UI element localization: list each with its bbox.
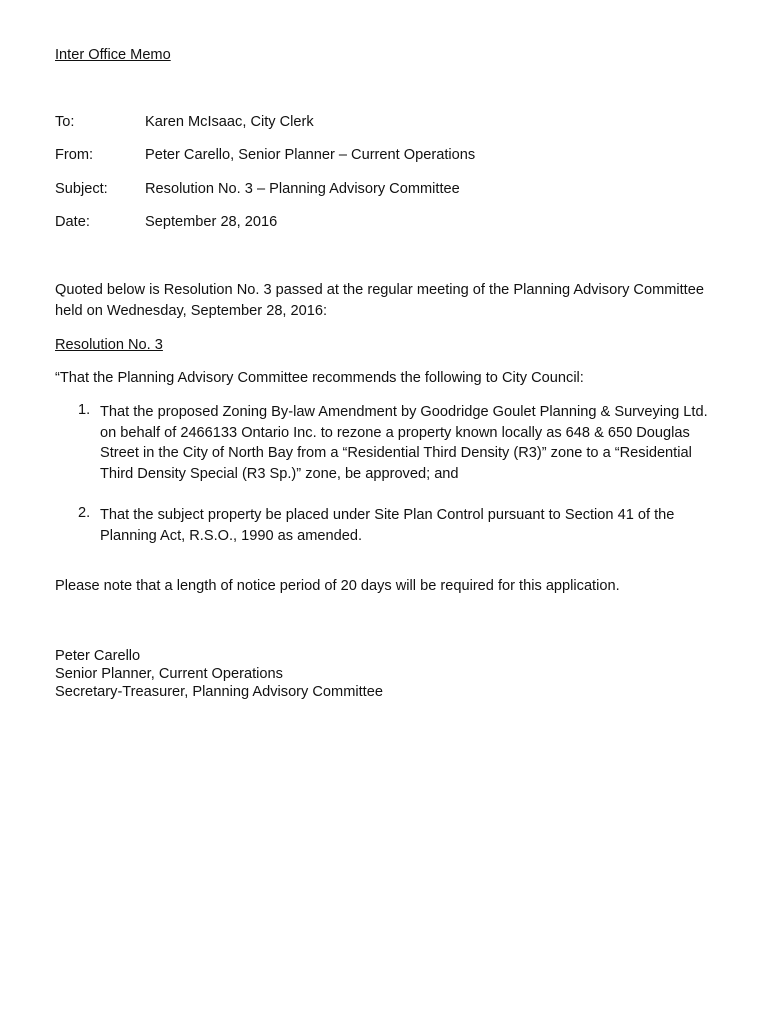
signature-title-1: Senior Planner, Current Operations bbox=[55, 666, 283, 682]
memo-from-row bbox=[55, 147, 735, 167]
memo-to-row bbox=[55, 114, 735, 134]
resolution-lead: “That the Planning Advisory Committee recommends the following to City Council: bbox=[55, 370, 584, 386]
resolution-heading: Resolution No. 3 bbox=[55, 337, 163, 353]
item-text: That the proposed Zoning By-law Amendment by Goodridge Goulet Planning & Surveying Ltd. on behalf of 2466133 Ontario Inc. to rezone a property known locally as 648 & 650 Douglas Street in the City of North Bay from a “Residential Third Density (R3)” zone to a “Residential Third Density Special (R3 Sp.)” zone, be approved; and bbox=[100, 404, 708, 482]
intro-paragraph: Quoted below is Resolution No. 3 passed at the regular meeting of the Planning Advisory Committee held on Wednesday, September 28, 2016: bbox=[55, 282, 704, 319]
memo-subject-row bbox=[55, 181, 735, 201]
date-label: Date: bbox=[55, 214, 90, 230]
to-label: To: bbox=[55, 114, 75, 130]
to-value: Karen McIsaac, City Clerk bbox=[145, 114, 314, 130]
memo-title: Inter Office Memo bbox=[55, 47, 171, 63]
subject-label: Subject: bbox=[55, 181, 108, 197]
item-number: 1. bbox=[78, 402, 91, 418]
notice-paragraph: Please note that a length of notice period of 20 days will be required for this application. bbox=[55, 578, 620, 594]
signature-block bbox=[55, 647, 383, 701]
item-text: That the subject property be placed under Site Plan Control pursuant to Section 41 of the Planning Act, R.S.O., 1990 as amended. bbox=[100, 507, 675, 544]
subject-value: Resolution No. 3 – Planning Advisory Committee bbox=[145, 181, 460, 197]
from-label: From: bbox=[55, 147, 94, 163]
date-value: September 28, 2016 bbox=[145, 214, 278, 230]
from-value: Peter Carello, Senior Planner – Current Operations bbox=[145, 147, 476, 163]
item-number: 2. bbox=[78, 505, 91, 521]
signature-name: Peter Carello bbox=[55, 648, 141, 664]
memo-date-row bbox=[55, 214, 735, 234]
signature-title-2: Secretary-Treasurer, Planning Advisory Committee bbox=[55, 684, 383, 700]
